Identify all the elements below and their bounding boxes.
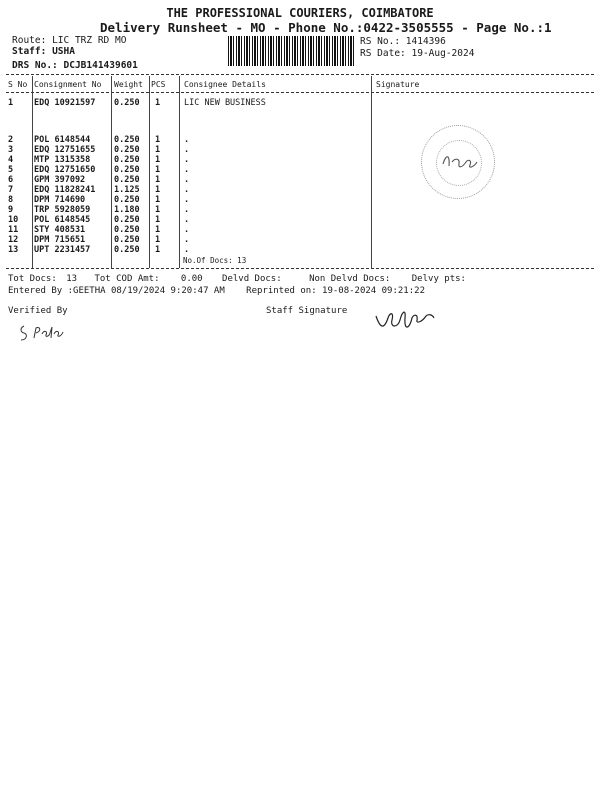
table-row [0,165,600,175]
rs-date-label: RS Date: [360,48,406,59]
cell-consignee: LIC NEW BUSINESS [184,98,266,108]
col-header-consignee: Consignee Details [184,80,266,89]
cell-sno: 10 [8,215,19,225]
staff-label: Staff: [12,46,47,57]
cell-weight: 0.250 [114,145,140,155]
table-row [0,145,600,155]
table-row [0,98,600,108]
cell-consignment: STY 408531 [34,225,86,235]
delvy-pts-label: Delvy pts: [411,274,466,284]
non-delvd-docs-label: Non Delvd Docs: [309,274,391,284]
cell-pcs: 1 [155,215,161,225]
route-value: LIC TRZ RD MO [52,35,127,46]
cell-pcs: 1 [155,205,161,215]
table-row [0,175,600,185]
cell-consignment: EDQ 10921597 [34,98,96,108]
route-label: Route: [12,35,47,46]
reprinted-on: Reprinted on: 19-08-2024 09:21:22 [246,286,425,296]
staff-signature-label: Staff Signature [266,306,348,316]
cell-sno: 4 [8,155,14,165]
route-field [12,35,126,46]
table-row [0,245,600,255]
cell-pcs: 1 [155,175,161,185]
cell-weight: 0.250 [114,135,140,145]
delvd-docs-label: Delvd Docs: [222,274,282,284]
drs-label: DRS No.: [12,60,58,71]
table-row [0,185,600,195]
cell-pcs: 1 [155,165,161,175]
cell-consignment: EDQ 11828241 [34,185,96,195]
cell-consignee: . [184,175,190,185]
staff-field [12,46,75,57]
cell-pcs: 1 [155,245,161,255]
no-of-docs: No.Of Docs: 13 [183,256,247,265]
cell-sno: 6 [8,175,14,185]
cell-sno: 1 [8,98,14,108]
cell-weight: 0.250 [114,195,140,205]
barcode [228,36,354,66]
rs-date-value: 19-Aug-2024 [411,48,475,59]
cell-weight: 0.250 [114,215,140,225]
table-header-rule [6,92,594,93]
totals-line [8,274,466,284]
cell-consignee: . [184,165,190,175]
cell-consignment: DPM 715651 [34,235,86,245]
cell-weight: 0.250 [114,165,140,175]
cell-weight: 0.250 [114,98,140,108]
rs-no-label: RS No.: [360,36,401,47]
cell-consignment: UPT 2231457 [34,245,91,255]
tot-cod-value: 0.00 [180,274,203,284]
cell-pcs: 1 [155,235,161,245]
verified-by-label: Verified By [8,306,68,316]
table-row [0,195,600,205]
verifier-signature [18,322,66,344]
cell-sno: 8 [8,195,14,205]
cell-weight: 0.250 [114,175,140,185]
cell-weight: 0.250 [114,155,140,165]
staff-signature [372,306,436,340]
cell-sno: 3 [8,145,14,155]
cell-consignment: GPM 397092 [34,175,86,185]
cell-pcs: 1 [155,155,161,165]
rs-no-field [360,36,446,47]
col-header-consignment: Consignment No [34,80,102,89]
cell-sno: 9 [8,205,14,215]
col-header-weight: Weight [114,80,143,89]
cell-consignee: . [184,225,190,235]
col-header-sno: S No [8,80,28,89]
cell-pcs: 1 [155,225,161,235]
table-row [0,135,600,145]
cell-consignment: EDQ 12751650 [34,165,96,175]
cell-sno: 12 [8,235,19,245]
entry-line [8,286,425,296]
cell-weight: 0.250 [114,235,140,245]
cell-weight: 1.125 [114,185,140,195]
tot-docs-label: Tot Docs: [8,274,57,284]
cell-weight: 0.250 [114,245,140,255]
cell-pcs: 1 [155,135,161,145]
cell-sno: 7 [8,185,14,195]
cell-pcs: 1 [155,195,161,205]
cell-consignee: . [184,195,190,205]
entered-by: Entered By :GEETHA 08/19/2024 9:20:47 AM [8,286,225,296]
cell-consignee: . [184,135,190,145]
cell-weight: 0.250 [114,225,140,235]
drs-value: DCJB141439601 [63,60,138,71]
cell-pcs: 1 [155,185,161,195]
cell-consignee: . [184,205,190,215]
cell-consignee: . [184,245,190,255]
table-row [0,155,600,165]
table-top-rule [6,74,594,75]
rs-no-value: 1414396 [405,36,446,47]
receiver-initials-signature [440,150,480,174]
cell-consignment: DPM 714690 [34,195,86,205]
staff-value: USHA [52,46,75,57]
drs-field [12,60,138,71]
cell-consignment: EDQ 12751655 [34,145,96,155]
table-row [0,205,600,215]
rs-date-field [360,48,474,59]
cell-sno: 5 [8,165,14,175]
cell-consignee: . [184,235,190,245]
tot-cod-label: Tot COD Amt: [94,274,160,284]
table-bottom-rule [6,268,594,269]
tot-docs-value: 13 [66,274,78,284]
cell-consignment: TRP 5928059 [34,205,91,215]
cell-consignee: . [184,155,190,165]
cell-weight: 1.180 [114,205,140,215]
cell-consignment: MTP 1315358 [34,155,91,165]
cell-pcs: 1 [155,98,161,108]
cell-consignment: POL 6148545 [34,215,91,225]
cell-consignee: . [184,145,190,155]
cell-consignment: POL 6148544 [34,135,91,145]
table-row [0,215,600,225]
table-row [0,225,600,235]
table-row [0,235,600,245]
cell-sno: 2 [8,135,14,145]
cell-consignee: . [184,215,190,225]
company-name: THE PROFESSIONAL COURIERS, COIMBATORE [166,6,434,20]
col-header-signature: Signature [376,80,420,89]
cell-sno: 11 [8,225,19,235]
cell-pcs: 1 [155,145,161,155]
document-title: Delivery Runsheet - MO - Phone No.:0422-3505555 - Page No.:1 [100,20,552,35]
col-header-pcs: PCS [151,80,166,89]
cell-sno: 13 [8,245,19,255]
cell-consignee: . [184,185,190,195]
